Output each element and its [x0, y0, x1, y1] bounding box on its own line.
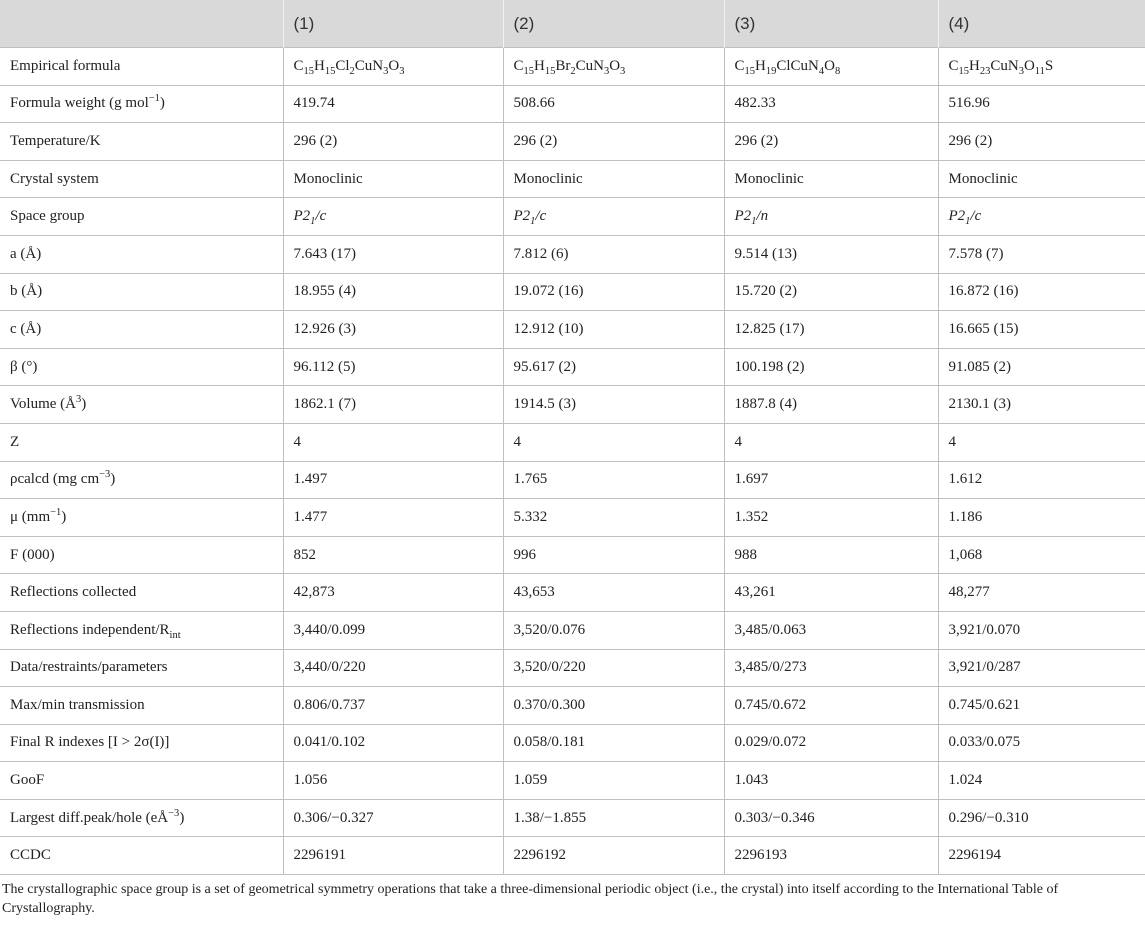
cell-compound-4: 2296194 — [938, 837, 1145, 875]
cell-compound-3: 1887.8 (4) — [724, 386, 938, 424]
cell-compound-3: 9.514 (13) — [724, 235, 938, 273]
row-label: Data/restraints/parameters — [0, 649, 283, 687]
cell-compound-1: 3,440/0.099 — [283, 611, 503, 649]
cell-compound-2: 4 — [503, 423, 724, 461]
row-label: Volume $(Å^3)$ — [0, 386, 283, 424]
row-label: c (Å) — [0, 311, 283, 349]
table-header-row — [0, 0, 1145, 48]
cell-compound-4: 0.745/0.621 — [938, 687, 1145, 725]
cell-compound-4: 48,277 — [938, 574, 1145, 612]
row-label: b (Å) — [0, 273, 283, 311]
table-row — [0, 461, 1145, 499]
cell-compound-2: 19.072 (16) — [503, 273, 724, 311]
table-body — [0, 48, 1145, 875]
table-row — [0, 574, 1145, 612]
cell-compound-3: 15.720 (2) — [724, 273, 938, 311]
cell-compound-2: 996 — [503, 536, 724, 574]
cell-compound-1: 12.926 (3) — [283, 311, 503, 349]
cell-compound-2: 0.370/0.300 — [503, 687, 724, 725]
row-label: Formula weight (g mol$^{-1}$) — [0, 85, 283, 123]
cell-compound-3: 4 — [724, 423, 938, 461]
row-label: Empirical formula — [0, 48, 283, 86]
row-label: Space group — [0, 198, 283, 236]
cell-compound-2: 1.38/−1.855 — [503, 799, 724, 837]
cell-compound-4: 91.085 (2) — [938, 348, 1145, 386]
table-row — [0, 160, 1145, 198]
cell-compound-4: 296 (2) — [938, 123, 1145, 161]
header-cell-blank — [0, 0, 283, 48]
cell-compound-3: 988 — [724, 536, 938, 574]
table-row — [0, 611, 1145, 649]
cell-compound-4: 0.296/−0.310 — [938, 799, 1145, 837]
cell-compound-2: 3,520/0.076 — [503, 611, 724, 649]
cell-compound-2: 0.058/0.181 — [503, 724, 724, 762]
table-row — [0, 386, 1145, 424]
table-row — [0, 423, 1145, 461]
cell-compound-4: 2130.1 (3) — [938, 386, 1145, 424]
row-label: Reflections independent/$R_{int}$ — [0, 611, 283, 649]
cell-compound-3: 0.029/0.072 — [724, 724, 938, 762]
row-label: GooF — [0, 762, 283, 800]
cell-compound-1: 0.306/−0.327 — [283, 799, 503, 837]
cell-compound-1: 42,873 — [283, 574, 503, 612]
cell-compound-3: $C_{15}H_{19}ClCuN_4O_8$ — [724, 48, 938, 86]
cell-compound-1: 0.806/0.737 — [283, 687, 503, 725]
row-label: Reflections collected — [0, 574, 283, 612]
cell-compound-4: 3,921/0/287 — [938, 649, 1145, 687]
row-label: Final R indexes [I > 2σ(I)] — [0, 724, 283, 762]
cell-compound-3: 3,485/0/273 — [724, 649, 938, 687]
cell-compound-1: 1.477 — [283, 499, 503, 537]
cell-compound-2: 43,653 — [503, 574, 724, 612]
cell-compound-4: 1.186 — [938, 499, 1145, 537]
cell-compound-3: 2296193 — [724, 837, 938, 875]
cell-compound-1: 96.112 (5) — [283, 348, 503, 386]
table-row — [0, 198, 1145, 236]
cell-compound-4: Monoclinic — [938, 160, 1145, 198]
cell-compound-3: 1.352 — [724, 499, 938, 537]
cell-compound-3: 0.745/0.672 — [724, 687, 938, 725]
table-row — [0, 123, 1145, 161]
cell-compound-4: 4 — [938, 423, 1145, 461]
table-row — [0, 85, 1145, 123]
cell-compound-2: 5.332 — [503, 499, 724, 537]
cell-compound-2: 1.059 — [503, 762, 724, 800]
row-label: Z — [0, 423, 283, 461]
cell-compound-2: 296 (2) — [503, 123, 724, 161]
cell-compound-1: Monoclinic — [283, 160, 503, 198]
cell-compound-3: 482.33 — [724, 85, 938, 123]
cell-compound-1: $C_{15}H_{15}Cl_2CuN_3O_3$ — [283, 48, 503, 86]
row-label: μ $(mm^{-1})$ — [0, 499, 283, 537]
table-row — [0, 837, 1145, 875]
cell-compound-2: 3,520/0/220 — [503, 649, 724, 687]
row-label: a (Å) — [0, 235, 283, 273]
table-row — [0, 649, 1145, 687]
row-label: β (°) — [0, 348, 283, 386]
cell-compound-2: 95.617 (2) — [503, 348, 724, 386]
cell-compound-2: 508.66 — [503, 85, 724, 123]
cell-compound-2: $C_{15}H_{15}Br_2CuN_3O_3$ — [503, 48, 724, 86]
cell-compound-4: $C_{15}H_{23}CuN_3O_{11}S$ — [938, 48, 1145, 86]
cell-compound-1: 419.74 — [283, 85, 503, 123]
row-label: CCDC — [0, 837, 283, 875]
cell-compound-4: 16.665 (15) — [938, 311, 1145, 349]
cell-compound-1: 0.041/0.102 — [283, 724, 503, 762]
cell-compound-1: $P2_1/c$ — [283, 198, 503, 236]
cell-compound-2: 7.812 (6) — [503, 235, 724, 273]
table-row — [0, 724, 1145, 762]
table-row — [0, 48, 1145, 86]
cell-compound-2: $P2_1/c$ — [503, 198, 724, 236]
cell-compound-4: 1,068 — [938, 536, 1145, 574]
row-label: Max/min transmission — [0, 687, 283, 725]
table-row — [0, 235, 1145, 273]
row-label: Largest diff.peak/hole $(eÅ^{-3})$ — [0, 799, 283, 837]
table-row — [0, 273, 1145, 311]
header-cell-compound-1: (1) — [283, 0, 503, 48]
table-row — [0, 311, 1145, 349]
cell-compound-3: 100.198 (2) — [724, 348, 938, 386]
cell-compound-2: 12.912 (10) — [503, 311, 724, 349]
cell-compound-1: 852 — [283, 536, 503, 574]
row-label: ρcalcd (mg $cm^{-3}$) — [0, 461, 283, 499]
header-cell-compound-3: (3) — [724, 0, 938, 48]
cell-compound-3: 43,261 — [724, 574, 938, 612]
cell-compound-2: 1.765 — [503, 461, 724, 499]
table-row — [0, 799, 1145, 837]
cell-compound-3: 0.303/−0.346 — [724, 799, 938, 837]
table-row — [0, 348, 1145, 386]
table-row — [0, 536, 1145, 574]
cell-compound-3: 12.825 (17) — [724, 311, 938, 349]
cell-compound-3: 3,485/0.063 — [724, 611, 938, 649]
cell-compound-4: 16.872 (16) — [938, 273, 1145, 311]
cell-compound-1: 1.056 — [283, 762, 503, 800]
header-cell-compound-2: (2) — [503, 0, 724, 48]
cell-compound-1: 296 (2) — [283, 123, 503, 161]
cell-compound-3: $P2_1/n$ — [724, 198, 938, 236]
cell-compound-1: 1862.1 (7) — [283, 386, 503, 424]
cell-compound-2: 2296192 — [503, 837, 724, 875]
cell-compound-3: 1.697 — [724, 461, 938, 499]
header-cell-compound-4: (4) — [938, 0, 1145, 48]
cell-compound-1: 2296191 — [283, 837, 503, 875]
table-row — [0, 499, 1145, 537]
cell-compound-1: 4 — [283, 423, 503, 461]
cell-compound-2: 1914.5 (3) — [503, 386, 724, 424]
cell-compound-3: 1.043 — [724, 762, 938, 800]
table-row — [0, 687, 1145, 725]
cell-compound-4: 3,921/0.070 — [938, 611, 1145, 649]
cell-compound-2: Monoclinic — [503, 160, 724, 198]
cell-compound-3: 296 (2) — [724, 123, 938, 161]
row-label: F (000) — [0, 536, 283, 574]
table-footnote: The crystallographic space group is a set of geometrical symmetry operations that take a three-dimensional periodic object (i.e., the crystal) into itself according to the International Table of Crystallography. — [2, 882, 1059, 917]
table-row — [0, 762, 1145, 800]
cell-compound-1: 7.643 (17) — [283, 235, 503, 273]
row-label: Crystal system — [0, 160, 283, 198]
cell-compound-3: Monoclinic — [724, 160, 938, 198]
cell-compound-4: 7.578 (7) — [938, 235, 1145, 273]
cell-compound-4: $P2_1/c$ — [938, 198, 1145, 236]
cell-compound-4: 1.612 — [938, 461, 1145, 499]
cell-compound-4: 516.96 — [938, 85, 1145, 123]
cell-compound-1: 1.497 — [283, 461, 503, 499]
row-label: Temperature/K — [0, 123, 283, 161]
cell-compound-1: 3,440/0/220 — [283, 649, 503, 687]
cell-compound-4: 0.033/0.075 — [938, 724, 1145, 762]
cell-compound-4: 1.024 — [938, 762, 1145, 800]
cell-compound-1: 18.955 (4) — [283, 273, 503, 311]
